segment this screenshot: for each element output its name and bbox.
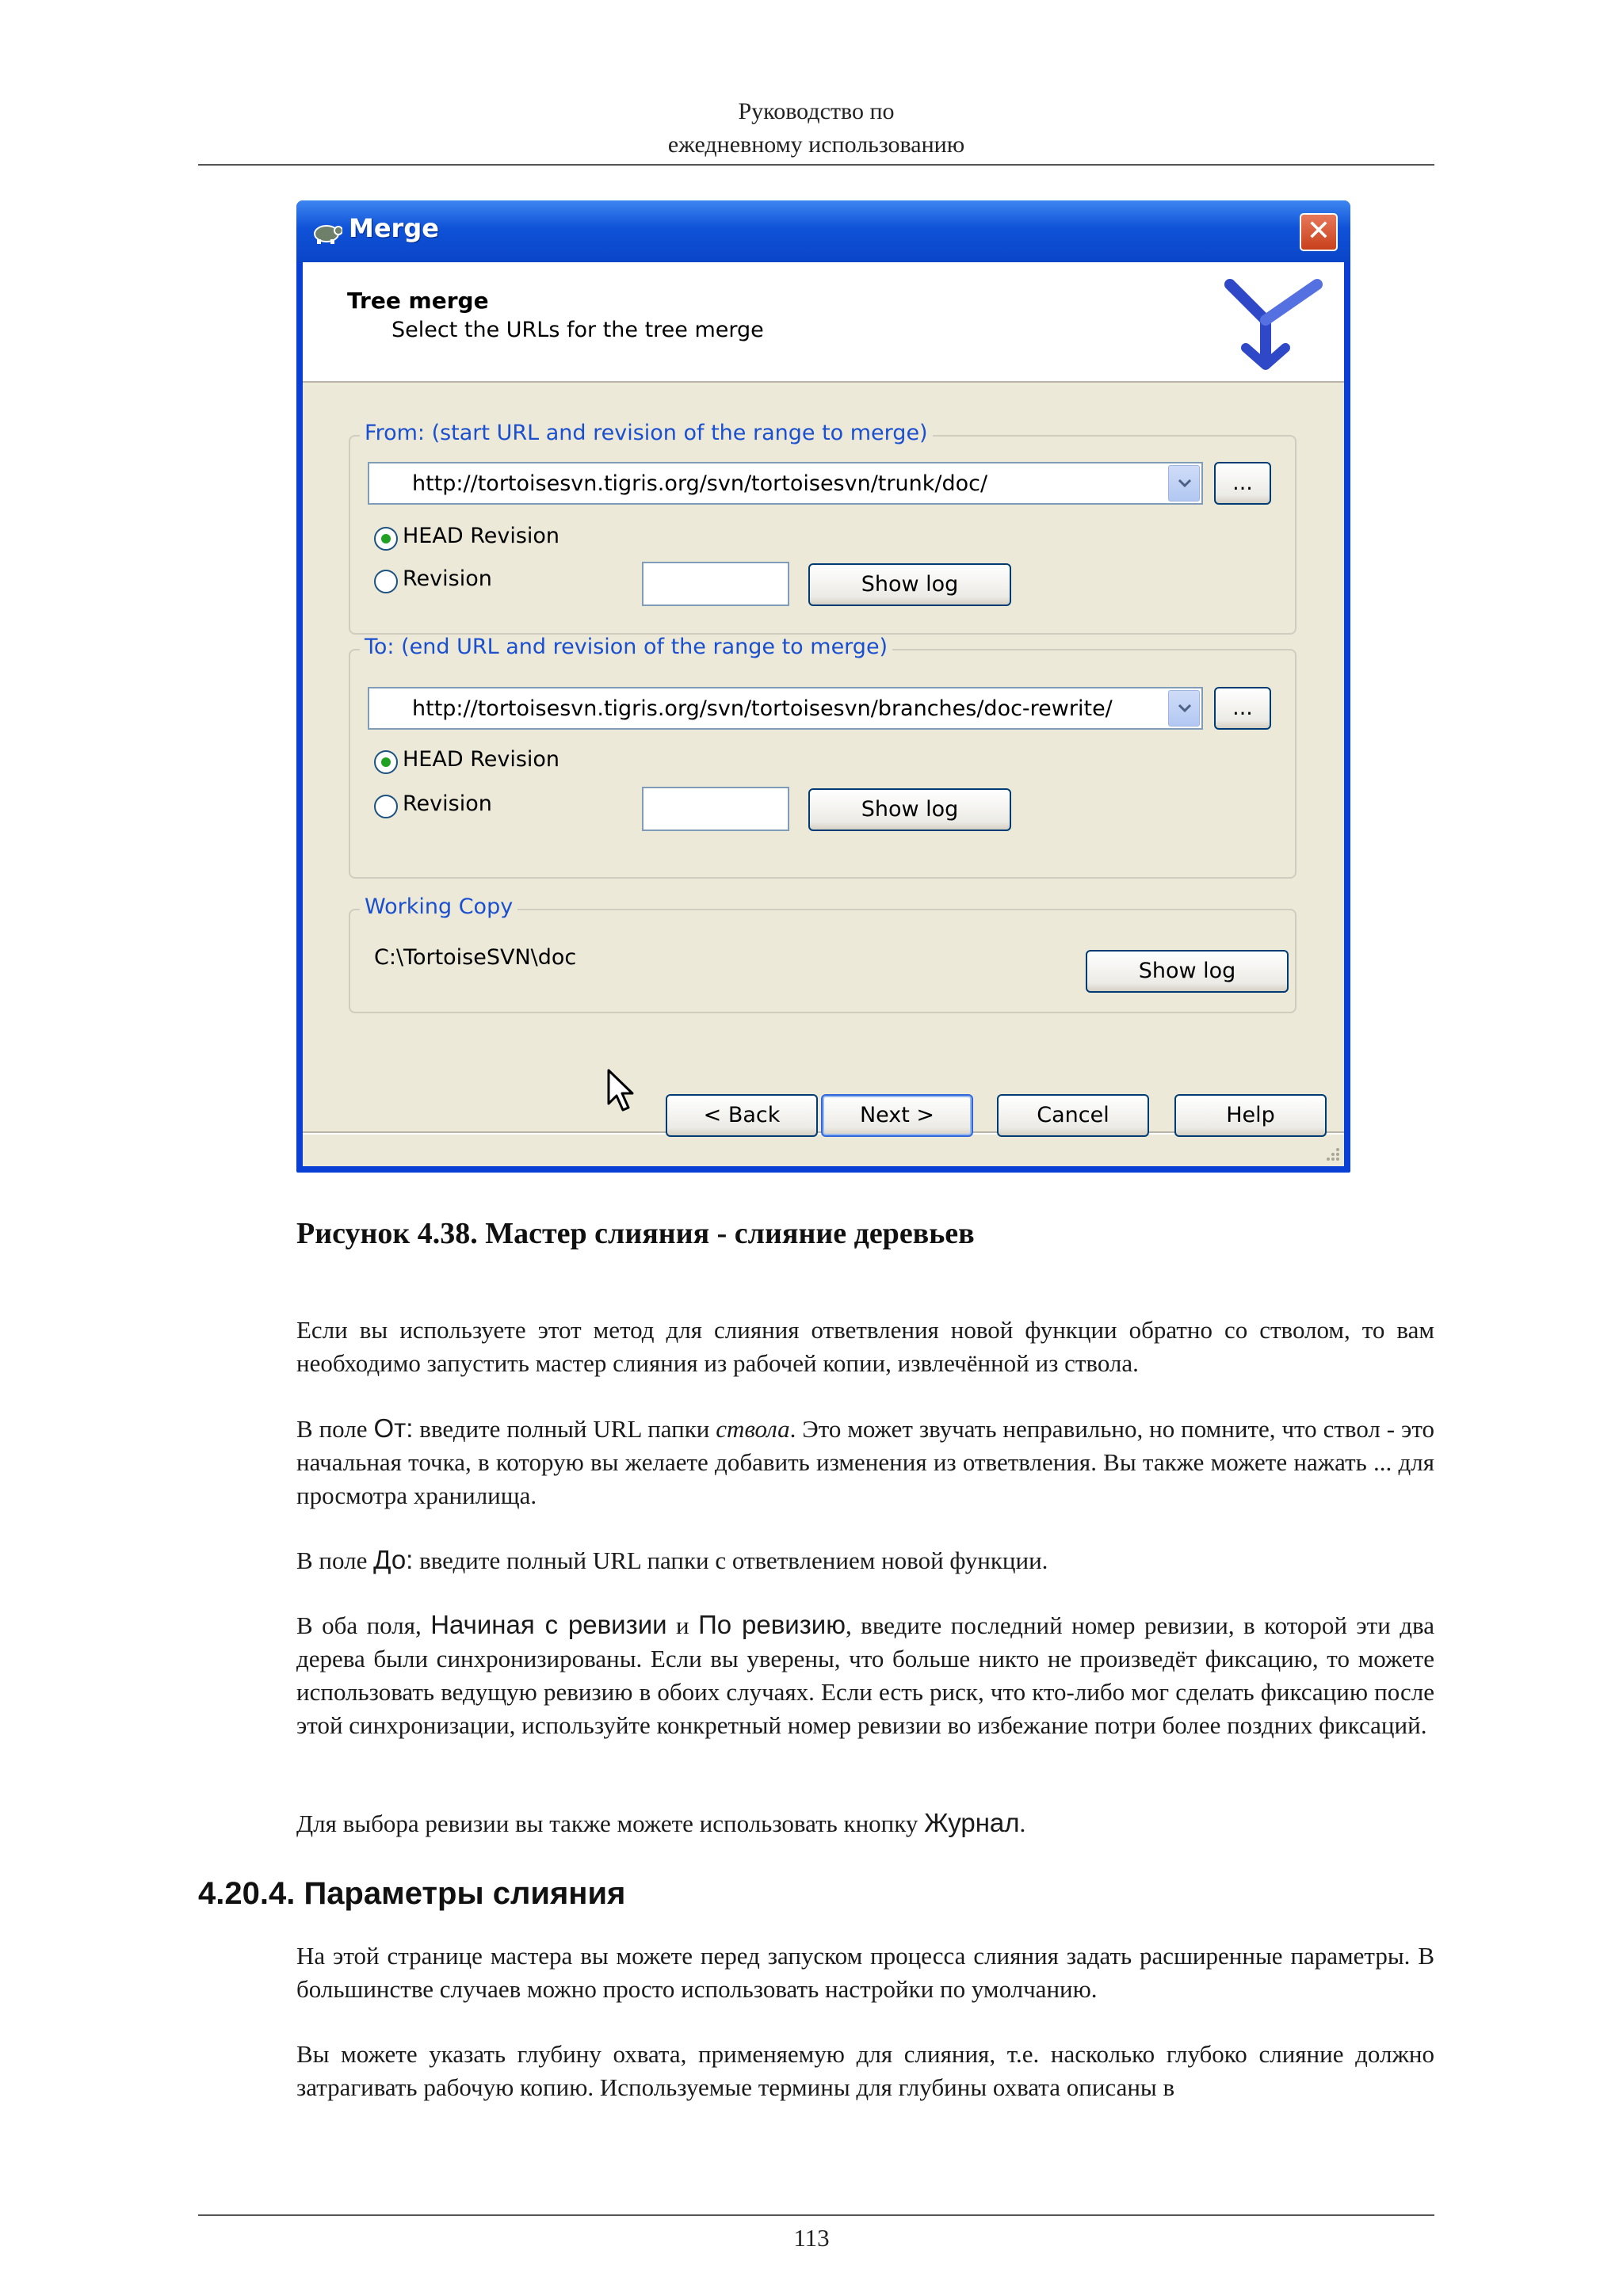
- to-head-revision-radio[interactable]: [374, 750, 398, 774]
- p2-emphasis: ствола: [716, 1415, 790, 1443]
- merge-dialog-screenshot: [296, 200, 1350, 1173]
- from-browse-button[interactable]: ...: [1214, 462, 1271, 505]
- tortoise-icon: [311, 218, 342, 245]
- working-copy-label: Working Copy: [360, 894, 517, 919]
- running-header-line1: Руководство по: [738, 98, 895, 124]
- p3-text-b: введите полный URL папки с ответвлением новой функции.: [413, 1547, 1048, 1574]
- from-head-revision-radio[interactable]: [374, 527, 398, 551]
- from-url-combobox[interactable]: [368, 462, 1203, 505]
- from-url-text: http://tortoisesvn.tigris.org/svn/tortoisesvn/trunk/doc/: [412, 471, 988, 496]
- p2-text-a: В поле: [296, 1415, 374, 1443]
- dialog-client-area: [303, 262, 1344, 1166]
- running-header: [198, 95, 1434, 162]
- from-revision-input[interactable]: [642, 562, 789, 606]
- working-copy-show-log-button[interactable]: Show log: [1086, 950, 1289, 993]
- from-head-revision-label: HEAD Revision: [403, 524, 560, 548]
- p5-text-b: .: [1019, 1810, 1026, 1837]
- wizard-banner: [303, 262, 1344, 383]
- close-button[interactable]: ✕: [1300, 213, 1338, 251]
- to-group-label: To: (end URL and revision of the range to merge): [360, 635, 892, 659]
- p4-text-b: и: [666, 1611, 699, 1639]
- from-show-log-button[interactable]: Show log: [808, 563, 1011, 606]
- to-browse-button[interactable]: ...: [1214, 687, 1271, 730]
- help-button[interactable]: Help: [1174, 1094, 1327, 1137]
- to-url-text: http://tortoisesvn.tigris.org/svn/tortoisesvn/branches/doc-rewrite/: [412, 696, 1113, 721]
- to-url-combobox[interactable]: [368, 687, 1203, 730]
- resize-grip-icon[interactable]: [1322, 1143, 1341, 1162]
- mouse-pointer-icon: [605, 1067, 637, 1115]
- figure-caption: Рисунок 4.38. Мастер слияния - слияние деревьев: [296, 1217, 975, 1250]
- p4-field-start-revision: Начиная с ревизии: [430, 1610, 667, 1639]
- paragraph-6: На этой странице мастера вы можете перед запуском процесса слияния задать расширенные параметры. В большинстве случаев можно просто использовать настройки по умолчанию.: [296, 1942, 1434, 2003]
- dialog-titlebar: [296, 200, 1350, 262]
- from-revision-label: Revision: [403, 566, 492, 591]
- paragraph-3: [296, 1543, 1434, 1577]
- cancel-button[interactable]: Cancel: [997, 1094, 1149, 1137]
- working-copy-path: C:\TortoiseSVN\doc: [374, 945, 577, 970]
- p2-text-c: . Это может звучать неправильно, но помните, что ствол - это начальная точка, в которую вы желаете добавить изменения из ответвления. Вы также можете нажать ... для просмотра хранилища.: [296, 1415, 1434, 1509]
- to-head-revision-label: HEAD Revision: [403, 747, 560, 772]
- running-header-line2: ежедневному использованию: [667, 132, 965, 158]
- paragraph-5: [296, 1806, 1434, 1840]
- paragraph-1: Если вы используете этот метод для слияния ответвления новой функции обратно со стволом, то вам необходимо запустить мастер слияния из рабочей копии, извлечённой из ствола.: [296, 1316, 1434, 1377]
- header-rule: [198, 164, 1434, 166]
- paragraph-7: Вы можете указать глубину охвата, применяемую для слияния, т.е. насколько глубоко слияние должно затрагивать рабочую копию. Используемые термины для глубины охвата описаны в: [296, 2040, 1434, 2101]
- chevron-down-icon[interactable]: [1168, 690, 1200, 727]
- p3-text-a: В поле: [296, 1547, 374, 1574]
- to-revision-label: Revision: [403, 791, 492, 816]
- p4-text-a: В оба поля,: [296, 1611, 431, 1639]
- p4-field-end-revision: По ревизию: [698, 1610, 846, 1639]
- to-revision-radio[interactable]: [374, 795, 398, 818]
- paragraph-4: [296, 1608, 1434, 1742]
- dialog-title: Merge: [349, 213, 439, 243]
- p4-text-c: , введите последний номер ревизии, в которой эти два дерева были синхронизированы. Если вы уверены, что больше никто не произведёт фиксацию, то можете использовать ведущую ревизию в обоих случаях. Если есть риск, что кто-либо мог сделать фиксацию после этой синхронизации, используйте конкретный номер ревизии во избежание потри более поздних фиксаций.: [296, 1611, 1435, 1739]
- p5-text-a: Для выбора ревизии вы также можете использовать кнопку: [296, 1810, 925, 1837]
- banner-title: Tree merge: [347, 288, 489, 314]
- banner-subtitle: Select the URLs for the tree merge: [391, 318, 764, 342]
- to-revision-input[interactable]: [642, 787, 789, 831]
- from-revision-radio[interactable]: [374, 570, 398, 593]
- merge-arrows-icon: [1222, 277, 1325, 372]
- p2-text-b: введите полный URL папки: [413, 1415, 716, 1443]
- p2-field-from: От:: [373, 1413, 414, 1443]
- from-group-label: From: (start URL and revision of the range to merge): [360, 421, 933, 445]
- section-heading: 4.20.4. Параметры слияния: [198, 1876, 626, 1911]
- page-number: 113: [793, 2224, 830, 2252]
- chevron-down-icon[interactable]: [1168, 465, 1200, 502]
- p3-field-to: До:: [373, 1545, 414, 1574]
- next-button[interactable]: Next >: [821, 1094, 973, 1137]
- back-button[interactable]: < Back: [666, 1094, 818, 1137]
- to-show-log-button[interactable]: Show log: [808, 788, 1011, 831]
- footer-rule: [198, 2214, 1434, 2216]
- p5-field-log: Журнал: [924, 1808, 1020, 1837]
- paragraph-2: [296, 1412, 1434, 1512]
